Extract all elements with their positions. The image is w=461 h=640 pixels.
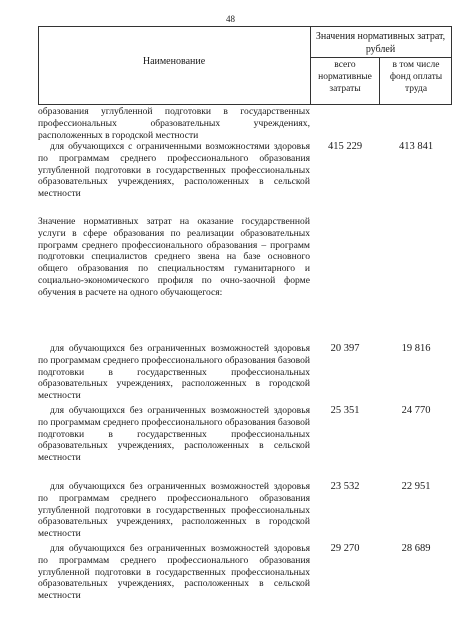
header-top-rule [38, 26, 451, 27]
header-bottom-rule [38, 104, 451, 105]
header-total-column: всего нормативные затраты [318, 60, 372, 94]
row-wage-value: 413 841 [398, 141, 434, 152]
row-wage-value: 24 770 [401, 405, 431, 416]
row-total-value: 20 397 [330, 343, 360, 354]
header-values-group: Значения нормативных затрат, рублей [315, 31, 446, 55]
row-wage-value: 28 689 [401, 543, 431, 554]
row-text: для обучающихся без ограниченных возможностей здоровья по программам среднего профессионального образования углубленной подготовки в государственных профессиональных образовательных учреждениях, расположенных в городской местности [38, 481, 310, 540]
row-text: образования углубленной подготовки в государственных профессиональных образовательных учреждениях, расположенных в городской местности [38, 106, 310, 141]
header-sub-divider [379, 57, 380, 105]
header-right-rule [451, 26, 452, 105]
header-wage-column: в том числе фонд оплаты труда [389, 60, 443, 94]
page-number: 48 [226, 14, 235, 24]
header-name-column: Наименование [142, 56, 206, 67]
row-text: для обучающихся с ограниченными возможностями здоровья по программам среднего профессионального образования углубленной подготовки в государственных профессиональных образовательных учреждениях, расположенных в сельской местности [38, 141, 310, 200]
row-wage-value: 19 816 [401, 343, 431, 354]
row-total-value: 23 532 [330, 481, 360, 492]
header-group-rule [310, 57, 451, 58]
row-text: для обучающихся без ограниченных возможностей здоровья по программам среднего профессионального образования базовой подготовки в государственных профессиональных образовательных учреждениях, расположенных в городской местности [38, 343, 310, 402]
row-total-value: 415 229 [327, 141, 363, 152]
row-text: для обучающихся без ограниченных возможностей здоровья по программам среднего профессионального образования углубленной подготовки в государственных профессиональных образовательных учреждениях, расположенных в сельской местности [38, 543, 310, 602]
row-text: для обучающихся без ограниченных возможностей здоровья по программам среднего профессионального образования базовой подготовки в государственных профессиональных образовательных учреждениях, расположенных в сельской местности [38, 405, 310, 464]
row-wage-value: 22 951 [401, 481, 431, 492]
section-heading: Значение нормативных затрат на оказание государственной услуги в сфере образования по реализации образовательных программ среднего профессионального образования – программ подготовки специалистов среднего звена на базе основного общего образования по специальностям гуманитарного и социально-экономического профиля по очно-заочной форме обучения в расчете на одного обучающегося: [38, 216, 310, 298]
row-total-value: 29 270 [330, 543, 360, 554]
row-total-value: 25 351 [330, 405, 360, 416]
